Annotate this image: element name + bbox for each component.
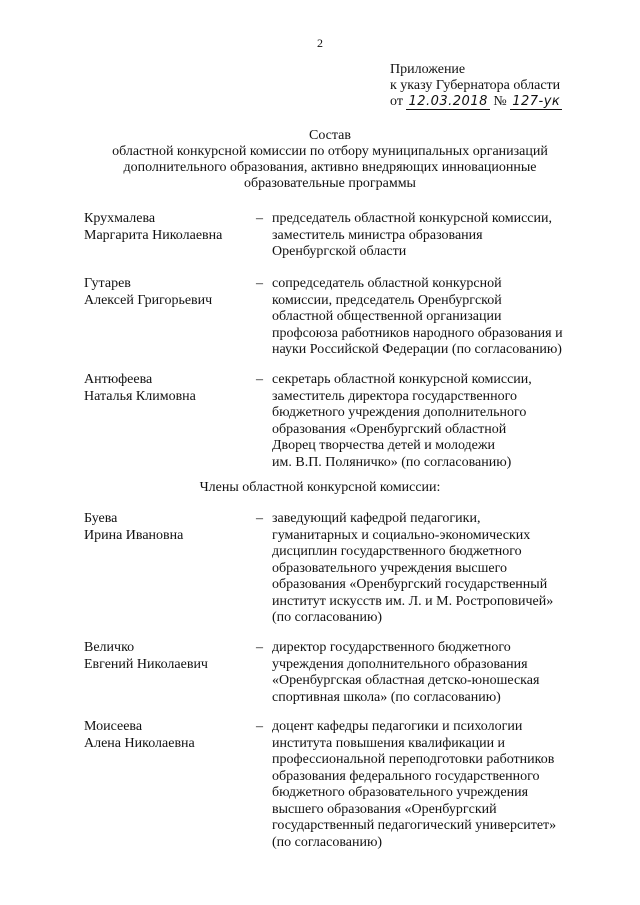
role-line: заместитель министра образования bbox=[272, 227, 483, 243]
role-line: образования «Оренбургский областной bbox=[272, 421, 507, 437]
appendix-title: Приложение bbox=[390, 62, 466, 77]
number-prefix: № bbox=[493, 94, 507, 109]
person-name bbox=[84, 640, 254, 673]
surname: Буева bbox=[84, 511, 118, 526]
dash: – bbox=[256, 511, 263, 526]
members-heading: Члены областной конкурсной комиссии: bbox=[199, 480, 441, 495]
person-role bbox=[272, 640, 612, 706]
surname: Крухмалева bbox=[84, 211, 156, 226]
role-line: институт искусств им. Л. и М. Ростроповичей» bbox=[272, 593, 554, 609]
page-number: 2 bbox=[317, 36, 323, 50]
dash: – bbox=[256, 719, 263, 734]
role-line: доцент кафедры педагогики и психологии bbox=[272, 719, 523, 734]
appendix-header bbox=[390, 62, 630, 110]
document-title bbox=[80, 128, 580, 192]
role-line: образования федерального государственного bbox=[272, 768, 540, 784]
role-line: председатель областной конкурсной комиссии, bbox=[272, 211, 552, 226]
dash: – bbox=[256, 211, 263, 226]
role-line: директор государственного бюджетного bbox=[272, 640, 511, 655]
handwritten-date: 12.03.2018 bbox=[408, 94, 488, 109]
title-heading: Состав bbox=[308, 128, 351, 143]
given-names: Евгений Николаевич bbox=[84, 656, 208, 672]
surname: Моисеева bbox=[84, 719, 143, 734]
given-names: Алена Николаевна bbox=[84, 735, 195, 751]
role-line: института повышения квалификации и bbox=[272, 735, 506, 751]
person-name bbox=[84, 719, 254, 752]
role-line: (по согласованию) bbox=[272, 834, 383, 850]
role-line: образовательного учреждения высшего bbox=[272, 560, 507, 576]
person-role bbox=[272, 719, 612, 851]
role-line: спортивная школа» (по согласованию) bbox=[272, 689, 501, 705]
role-line: сопредседатель областной конкурсной bbox=[272, 276, 502, 291]
given-names: Маргарита Николаевна bbox=[84, 227, 223, 243]
person-role bbox=[272, 276, 612, 359]
role-line: бюджетного учреждения дополнительного bbox=[272, 405, 527, 420]
surname: Величко bbox=[84, 640, 135, 655]
dash: – bbox=[256, 372, 263, 387]
role-line: бюджетного образовательного учреждения bbox=[272, 785, 529, 800]
role-line: областной общественной организации bbox=[272, 309, 502, 324]
person-role bbox=[272, 372, 612, 471]
title-line: областной конкурсной комиссии по отбору муниципальных организаций bbox=[112, 144, 548, 159]
surname: Антюфеева bbox=[84, 372, 153, 387]
role-line: секретарь областной конкурсной комиссии, bbox=[272, 372, 532, 387]
role-line: Дворец творчества детей и молодежи bbox=[272, 438, 496, 453]
role-line: «Оренбургская областная детско-юношеская bbox=[272, 673, 540, 688]
role-line: (по согласованию) bbox=[272, 610, 383, 625]
role-line: заместитель директора государственного bbox=[272, 388, 517, 404]
dash: – bbox=[256, 276, 263, 291]
title-line: образовательные программы bbox=[244, 176, 416, 191]
role-line: государственный педагогический университет» bbox=[272, 818, 557, 833]
person-role bbox=[272, 511, 612, 627]
dash: – bbox=[256, 640, 263, 655]
role-line: науки Российской Федерации (по согласованию) bbox=[272, 342, 562, 357]
role-line: высшего образования «Оренбургский bbox=[272, 801, 497, 817]
role-line: учреждения дополнительного образования bbox=[272, 656, 528, 672]
title-line: дополнительного образования, активно внедряющих инновационные bbox=[123, 160, 537, 175]
date-prefix: от bbox=[390, 94, 403, 109]
role-line: профессиональной переподготовки работников bbox=[272, 752, 555, 767]
role-line: Оренбургской области bbox=[272, 244, 407, 259]
person-name bbox=[84, 211, 254, 244]
given-names: Наталья Климовна bbox=[84, 388, 196, 404]
person-role bbox=[272, 211, 612, 261]
role-line: гуманитарных и социально-экономических bbox=[272, 527, 531, 543]
role-line: образования «Оренбургский государственный bbox=[272, 577, 548, 592]
person-name bbox=[84, 511, 254, 544]
appendix-decree-reference: к указу Губернатора области bbox=[390, 78, 561, 93]
given-names: Алексей Григорьевич bbox=[84, 292, 213, 308]
surname: Гутарев bbox=[84, 276, 131, 291]
person-name bbox=[84, 372, 254, 405]
role-line: заведующий кафедрой педагогики, bbox=[272, 511, 481, 526]
handwritten-number: 127-ук bbox=[512, 94, 561, 109]
role-line: комиссии, председатель Оренбургской bbox=[272, 292, 502, 308]
person-name bbox=[84, 276, 254, 309]
role-line: профсоюза работников народного образования и bbox=[272, 325, 563, 341]
appendix-date-number bbox=[390, 94, 630, 110]
given-names: Ирина Ивановна bbox=[84, 527, 184, 543]
role-line: дисциплин государственного бюджетного bbox=[272, 544, 522, 559]
role-line: им. В.П. Поляничко» (по согласованию) bbox=[272, 454, 512, 470]
